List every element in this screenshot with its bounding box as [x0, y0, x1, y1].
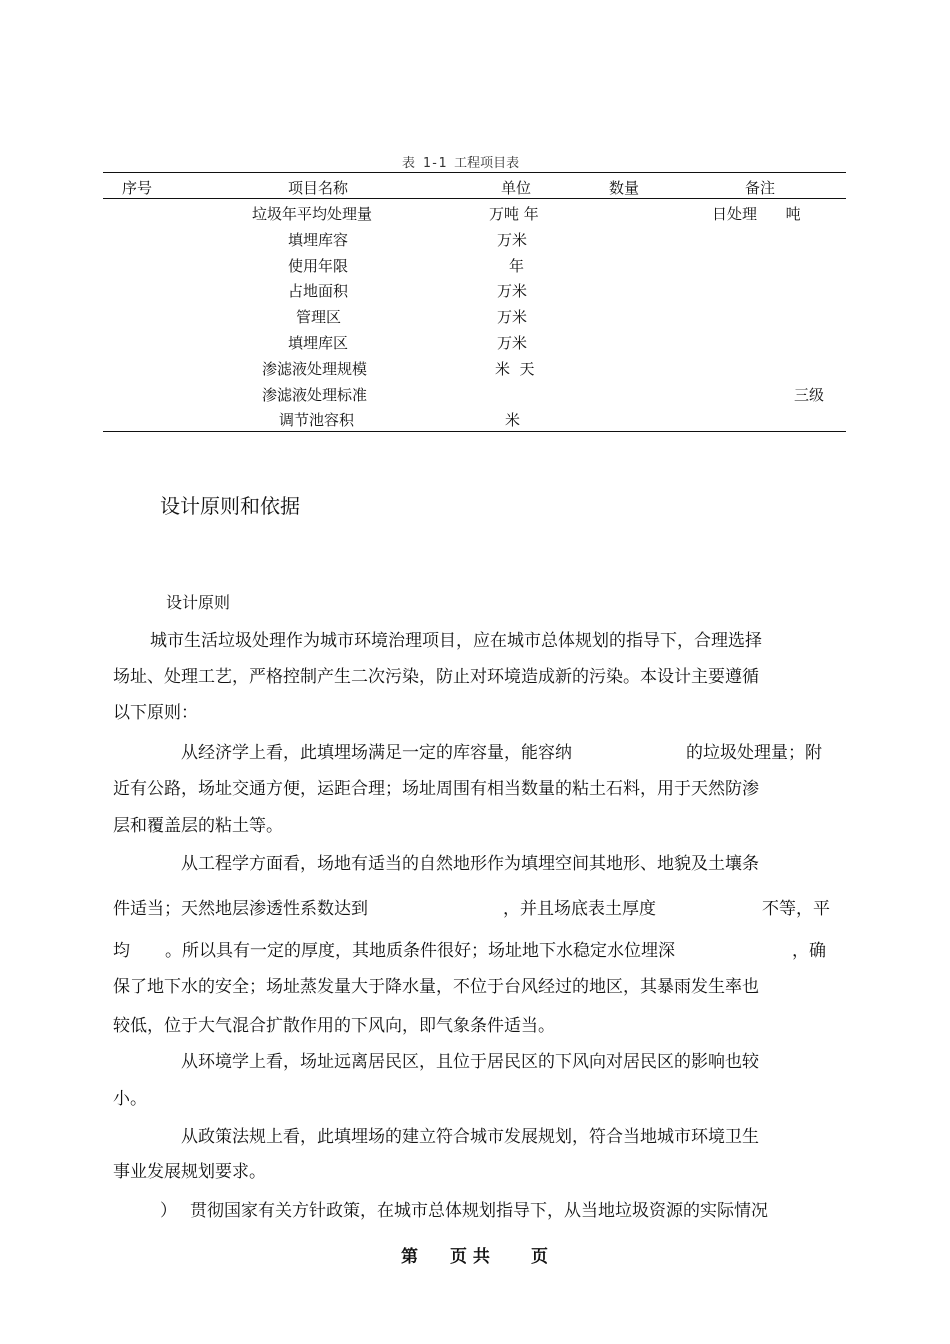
para3-line2a: 件适当；天然地层渗透性系数达到: [113, 899, 368, 919]
table-top-rule: [103, 172, 846, 173]
table-cell-unit: 万米: [497, 231, 528, 249]
para5-line2: 事业发展规划要求。: [113, 1162, 266, 1182]
col-header-note: 备注: [745, 179, 776, 197]
para6-line1: 贯彻国家有关方针政策，在城市总体规划指导下，从当地垃圾资源的实际情况: [190, 1201, 768, 1221]
para3-line2b: ，并且场底表土厚度: [503, 899, 656, 919]
table-cell-name: 垃圾年平均处理量: [252, 205, 373, 223]
table-cell-name: 填埋库容: [288, 231, 349, 249]
footer-page-suffix: 页: [531, 1247, 548, 1267]
para2-line3: 层和覆盖层的粘土等。: [113, 816, 283, 836]
table-cell-unit: 万米: [497, 334, 528, 352]
subsection-title: 设计原则: [166, 593, 231, 612]
table-cell-name: 填埋库区: [288, 334, 349, 352]
table-cell-name: 使用年限: [288, 257, 349, 275]
para3-line2c: 不等，平: [762, 899, 830, 919]
para3-line3b: 。所以具有一定的厚度，其地质条件很好；场址地下水稳定水位埋深: [165, 941, 675, 961]
footer-page-total: 页 共: [450, 1247, 490, 1267]
col-header-name: 项目名称: [288, 179, 349, 197]
para3-line5: 较低，位于大气混合扩散作用的下风向，即气象条件适当。: [113, 1016, 555, 1036]
table-cell-name: 渗滤液处理规模: [262, 360, 368, 378]
col-header-unit: 单位: [501, 179, 532, 197]
para2-line1b: 的垃圾处理量；附: [686, 743, 822, 763]
para1-line2: 场址、处理工艺，严格控制产生二次污染，防止对环境造成新的污染。本设计主要遵循: [113, 667, 759, 687]
table-cell-unit: 万吨 年: [489, 205, 539, 223]
table-cell-note: 三级: [794, 386, 825, 404]
para3-line3c: ，确: [792, 941, 826, 961]
para3-line1: 从工程学方面看，场地有适当的自然地形作为填埋空间其地形、地貌及土壤条: [181, 854, 759, 874]
para1-line1: 城市生活垃圾处理作为城市环境治理项目，应在城市总体规划的指导下，合理选择: [150, 631, 762, 651]
table-header-rule: [103, 198, 846, 199]
table-cell-note: 日处理 吨: [712, 205, 801, 223]
para4-line2: 小。: [113, 1089, 147, 1109]
para4-line1: 从环境学上看，场址远离居民区，且位于居民区的下风向对居民区的影响也较: [181, 1052, 759, 1072]
para3-line3a: 均: [113, 941, 130, 961]
table-cell-name: 渗滤液处理标准: [262, 386, 368, 404]
table-caption: 表 1-1 工程项目表: [402, 156, 520, 171]
table-cell-name: 调节池容积: [279, 411, 355, 429]
para1-line3: 以下原则：: [113, 703, 198, 723]
table-cell-unit: 米: [505, 411, 521, 429]
table-cell-name: 管理区: [296, 308, 342, 326]
para2-line1a: 从经济学上看，此填埋场满足一定的库容量，能容纳: [181, 743, 572, 763]
para3-line4: 保了地下水的安全；场址蒸发量大于降水量，不位于台风经过的地区，其暴雨发生率也: [113, 977, 759, 997]
col-header-index: 序号: [122, 179, 153, 197]
footer-page-prefix: 第: [401, 1247, 418, 1267]
table-cell-unit: 万米: [497, 282, 528, 300]
para2-line2: 近有公路，场址交通方便，运距合理；场址周围有相当数量的粘土石料，用于天然防渗: [113, 779, 759, 799]
table-cell-unit: 米 天: [495, 360, 535, 378]
section-title: 设计原则和依据: [160, 494, 300, 518]
col-header-qty: 数量: [609, 179, 640, 197]
table-cell-name: 占地面积: [288, 282, 349, 300]
table-bottom-rule: [103, 431, 846, 432]
para6-marker: ）: [160, 1201, 177, 1221]
table-cell-unit: 万米: [497, 308, 528, 326]
para5-line1: 从政策法规上看，此填埋场的建立符合城市发展规划，符合当地城市环境卫生: [181, 1127, 759, 1147]
table-cell-unit: 年: [509, 257, 525, 275]
